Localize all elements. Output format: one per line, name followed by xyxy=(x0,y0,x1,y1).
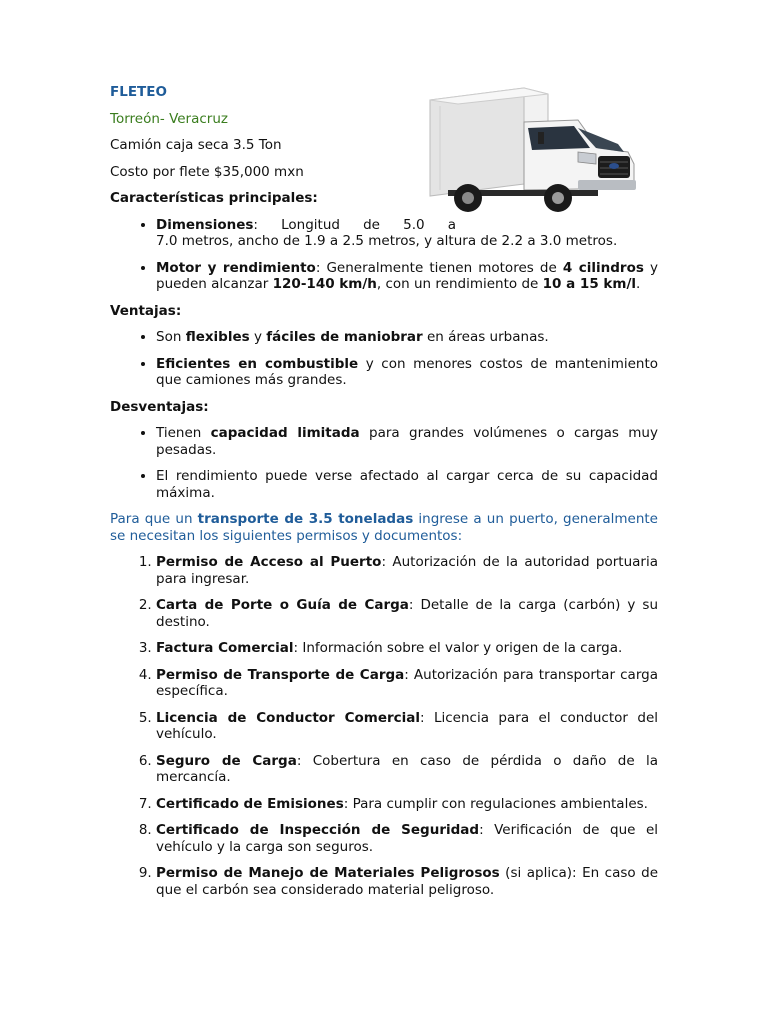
permit-item: 6. Seguro de Carga: Cobertura en caso de pérdida o daño de la mercancía. xyxy=(156,753,658,786)
disadvantage-item: • Tienen capacidad limitada para grandes volúmenes o cargas muy pesadas. xyxy=(156,425,658,458)
feature-dimensions: • Dimensiones: Longitud de 5.0 a 7.0 metros, ancho de 1.9 a 2.5 metros, y altura de 2.2 a 3.0 metros. xyxy=(156,217,658,250)
permit-item: 3. Factura Comercial: Información sobre el valor y origen de la carga. xyxy=(156,640,658,657)
permit-item: 9. Permiso de Manejo de Materiales Peligrosos (si aplica): En caso de que el carbón sea considerado material peligroso. xyxy=(156,865,658,898)
feature-bold: Dimensiones xyxy=(156,216,254,233)
advantages-list xyxy=(110,329,658,389)
truck-type: Camión caja seca 3.5 Ton xyxy=(110,137,282,153)
permits-list xyxy=(110,554,658,898)
permit-item: 8. Certificado de Inspección de Seguridad: Verificación de que el vehículo y la carga son seguros. xyxy=(156,822,658,855)
advantage-item: • Son flexibles y fáciles de maniobrar en áreas urbanas. xyxy=(156,329,658,346)
disadvantages-heading: Desventajas: xyxy=(110,398,209,415)
doc-title: FLETEO xyxy=(110,84,167,100)
document-body xyxy=(110,84,658,908)
permit-item: 1. Permiso de Acceso al Puerto: Autorización de la autoridad portuaria para ingresar. xyxy=(156,554,658,587)
features-list xyxy=(110,217,658,293)
permit-item: 4. Permiso de Transporte de Carga: Autorización para transportar carga específica. xyxy=(156,667,658,700)
disadvantages-list xyxy=(110,425,658,501)
feature-motor: • Motor y rendimiento: Generalmente tienen motores de 4 cilindros y pueden alcanzar 120-140 km/h, con un rendimiento de 10 a 15 km/l. xyxy=(156,260,658,293)
features-heading: Características principales: xyxy=(110,190,318,206)
advantages-heading: Ventajas: xyxy=(110,302,182,319)
permit-item: 7. Certificado de Emisiones: Para cumplir con regulaciones ambientales. xyxy=(156,796,658,813)
permit-item: 5. Licencia de Conductor Comercial: Licencia para el conductor del vehículo. xyxy=(156,710,658,743)
cost-text: Costo por flete $35,000 mxn xyxy=(110,163,304,180)
permits-intro: Para que un transporte de 3.5 toneladas ingrese a un puerto, generalmente se necesitan los siguientes permisos y documentos: xyxy=(110,511,658,544)
advantage-item: • Eficientes en combustible y con menores costos de mantenimiento que camiones más grandes. xyxy=(156,356,658,389)
disadvantage-item: • El rendimiento puede verse afectado al cargar cerca de su capacidad máxima. xyxy=(156,468,658,501)
route-text: Torreón- Veracruz xyxy=(110,110,228,127)
permit-item: 2. Carta de Porte o Guía de Carga: Detalle de la carga (carbón) y su destino. xyxy=(156,597,658,630)
